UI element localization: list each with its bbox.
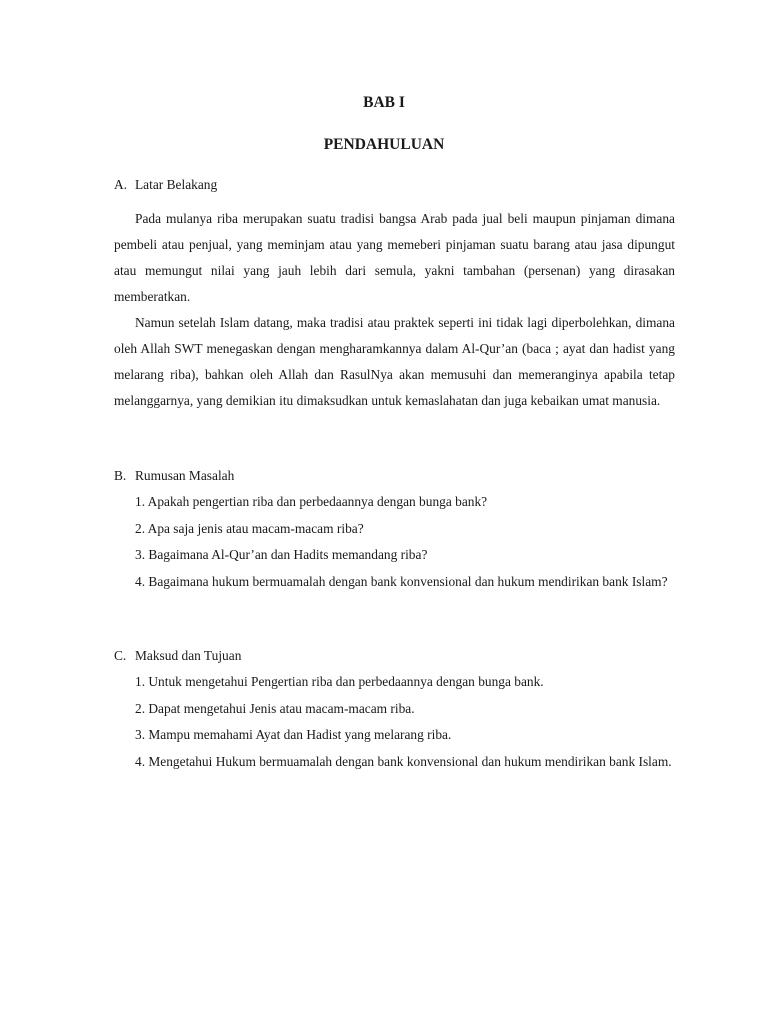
chapter-number: BAB I <box>363 94 405 111</box>
list-item: 3. Mampu memahami Ayat dan Hadist yang melarang riba. <box>135 727 452 742</box>
section-a-title: Latar Belakang <box>135 177 218 192</box>
list-item: 1. Apakah pengertian riba dan perbedaannya dengan bunga bank? <box>135 494 488 509</box>
section-b-title: Rumusan Masalah <box>135 468 235 483</box>
section-c-heading <box>114 646 241 666</box>
section-c-title: Maksud dan Tujuan <box>135 648 242 663</box>
list-item: 2. Apa saja jenis atau macam-macam riba? <box>135 520 364 536</box>
section-a-letter: A. <box>114 177 128 192</box>
list-item: 4. Bagaimana hukum bermuamalah dengan bank konvensional dan hukum mendirikan bank Islam? <box>135 573 668 589</box>
chapter-title: PENDAHULUAN <box>323 136 445 153</box>
objectives-list <box>135 669 680 775</box>
list-item: 2. Dapat mengetahui Jenis atau macam-macam riba. <box>135 700 415 716</box>
list-item: 1. Untuk mengetahui Pengertian riba dan perbedaannya dengan bunga bank. <box>135 674 544 689</box>
list-item: 3. Bagaimana Al-Qur’an dan Hadits memandang riba? <box>135 547 428 562</box>
section-c-letter: C. <box>114 648 127 663</box>
list-item: 4. Mengetahui Hukum bermuamalah dengan bank konvensional dan hukum mendirikan bank Islam. <box>135 753 672 769</box>
paragraph-2: Namun setelah Islam datang, maka tradisi atau praktek seperti ini tidak lagi diperbolehkan, dimana oleh Allah SWT menegaskan dengan mengharamkannya dalam Al-Qur’an (baca ; ayat dan hadist yang melarang riba), bahkan oleh Allah dan RasulNya akan memusuhi dan memeranginya apabila tetap melanggarnya, yang demikian itu dimaksudkan untuk kemaslahatan dan juga kebaikan umat manusia. <box>114 315 675 408</box>
section-a-heading <box>114 175 217 195</box>
paragraph-1: Pada mulanya riba merupakan suatu tradisi bangsa Arab pada jual beli maupun pinjaman dimana pembeli atau penjual, yang meminjam atau yang memeberi pinjaman suatu barang atau jasa dipungut atau memungut nilai yang jauh lebih dari semula, yakni tambahan (persenan) yang dirasakan memberatkan. <box>114 211 675 304</box>
section-b-heading <box>114 466 234 486</box>
problem-list <box>135 489 680 595</box>
section-b-letter: B. <box>114 468 127 483</box>
